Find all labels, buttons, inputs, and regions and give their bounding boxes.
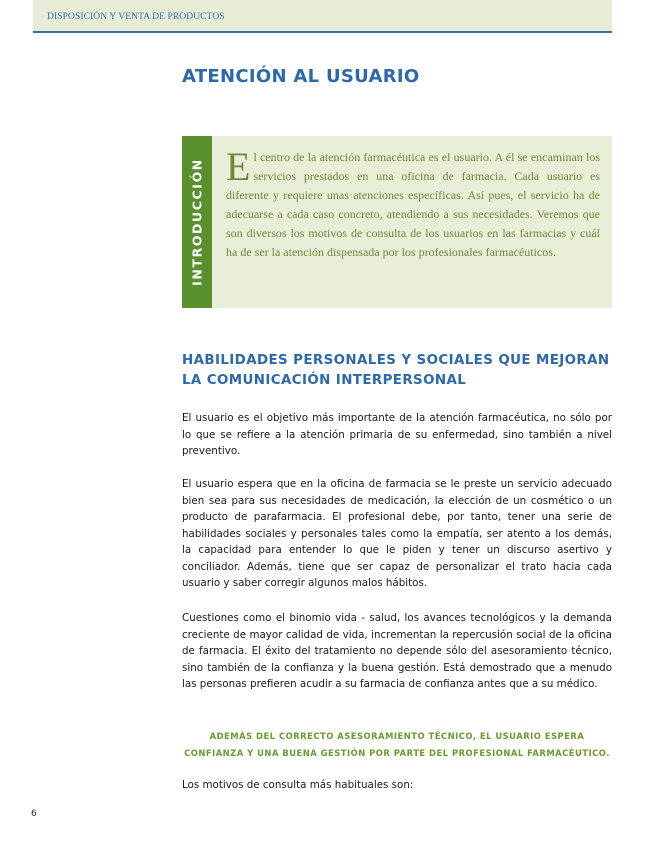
introduction-tab	[182, 136, 212, 308]
introduction-box	[182, 136, 612, 308]
section-title: HABILIDADES PERSONALES Y SOCIALES QUE MEJORAN LA COMUNICACIÓN INTERPERSONAL	[182, 353, 610, 388]
running-header	[33, 0, 612, 33]
highlight-quote: ADEMÁS DEL CORRECTO ASESORAMIENTO TÉCNICO, EL USUARIO ESPERA CONFIANZA Y UNA BUENA GESTIÓN POR PARTE DEL PROFESIONAL FARMACÉUTICO.	[184, 731, 610, 758]
closing-paragraph: Los motivos de consulta más habituales son:	[182, 779, 414, 791]
paragraph-1: El usuario es el objetivo más importante de la atención farmacéutica, no sólo por lo que se refiere a la atención primaria de su enfermedad, sino también a nivel preventivo.	[182, 412, 612, 457]
page-title: ATENCIÓN AL USUARIO	[182, 66, 420, 87]
introduction-body: l centro de la atención farmacéutica es el usuario. A él se encaminan los servicios prestados en una oficina de farmacia. Cada usuario es diferente y requiere unas atenciones específicas. Así pues, el servicio ha de adecuarse a cada caso concreto, atendiendo a sus necesidades. Veremos que son diversos los motivos de consulta de los usuarios en las farmacias y cuál ha de ser la atención dispensada por los profesionales farmacéuticos.	[226, 150, 600, 259]
drop-cap: E	[226, 144, 251, 189]
page-number: 6	[31, 809, 37, 819]
paragraph-3: Cuestiones como el binomio vida - salud, los avances tecnológicos y la demanda creciente de mayor calidad de vida, incrementan la repercusión social de la oficina de farmacia. El éxito del tratamiento no depende sólo del asesoramiento técnico, sino también de la confianza y la buena gestión. Está demostrado que a menudo las personas prefieren acudir a su farmacia de confianza antes que a su médico.	[182, 612, 612, 690]
paragraph-2: El usuario espera que en la oficina de farmacia se le preste un servicio adecuado bien sea para sus necesidades de medicación, la elección de un cosmético o un producto de parafarmacia. El profesional debe, por tanto, tener una serie de habilidades sociales y personales tales como la empatía, ser atento a los demás, la capacidad para entender lo que le piden y tener un discurso asertivo y conciliador. Además, tiene que ser capaz de personalizar el trato hacia cada usuario y saber corregir algunos malos hábitos.	[182, 478, 612, 589]
running-header-title: DISPOSICIÓN Y VENTA DE PRODUCTOS	[47, 12, 225, 22]
introduction-tab-label: INTRODUCCIÓN	[189, 158, 205, 286]
introduction-text	[226, 144, 600, 262]
